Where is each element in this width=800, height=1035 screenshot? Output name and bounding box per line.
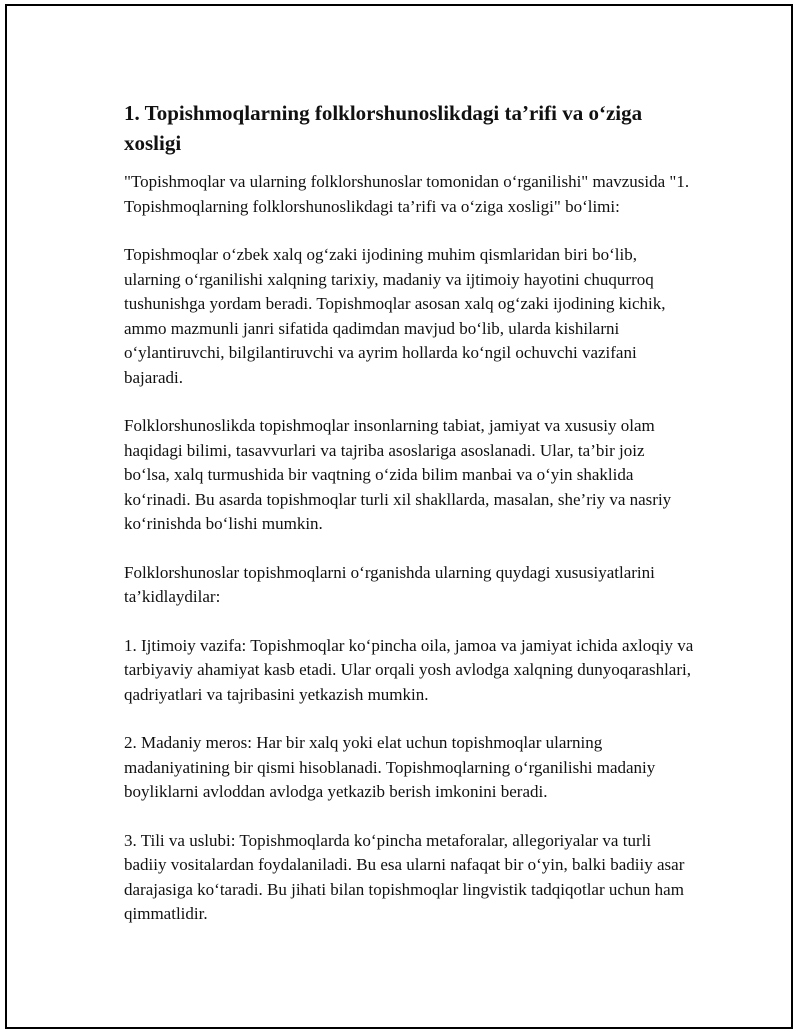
document-body: [124, 98, 694, 951]
list-item-social-function: 1. Ijtimoiy vazifa: Topishmoqlar ko‘pincha oila, jamoa va jamiyat ichida axloqiy va tarbiyaviy ahamiyat kasb etadi. Ular orqali yosh avlodga xalqning dunyoqarashlari, qadriyatlari va tajribasini yetkazish mumkin.: [124, 635, 694, 704]
section-title: 1. Topishmoqlarning folklorshunoslikdagi ta’rifi va o‘ziga xosligi: [124, 101, 643, 155]
paragraph-definition: Topishmoqlar o‘zbek xalq og‘zaki ijodining muhim qismlaridan biri bo‘lib, ularning o‘rganilishi xalqning tarixiy, madaniy va ijtimoiy hayotini chuqurroq tushunishga yordam beradi. Topishmoqlar asosan xalq og‘zaki ijodining kichik, ammo mazmunli janri sifatida qadimdan mavjud bo‘lib, ularda kishilarni o‘ylantiruvchi, bilgilantiruvchi va ayrim hollarda ko‘ngil ochuvchi vazifani bajaradi.: [124, 245, 666, 387]
list-item-cultural-heritage: 2. Madaniy meros: Har bir xalq yoki elat uchun topishmoqlar ularning madaniyatining bir qismi hisoblanadi. Topishmoqlarning o‘rganilishi madaniy boyliklarni avloddan avlodga yetkazib berish imkonini beradi.: [124, 733, 656, 801]
page-frame: [5, 4, 793, 1029]
list-item-language-style: 3. Tili va uslubi: Topishmoqlarda ko‘pincha metaforalar, allegoriyalar va turli badiiy vositalardan foydalaniladi. Bu esa ularni nafaqat bir o‘yin, balki badiiy asar darajasiga ko‘taradi. Bu jihati bilan topishmoqlar lingvistik tadqiqotlar uchun ham qimmatlidir.: [124, 830, 685, 923]
paragraph-features-intro: Folklorshunoslar topishmoqlarni o‘rganishda ularning quydagi xususiyatlarini ta’kidlaydilar:: [124, 562, 655, 606]
intro-paragraph: "Topishmoqlar va ularning folklorshunoslar tomonidan o‘rganilishi" mavzusida "1. Topishmoqlarning folklorshunoslikdagi ta’rifi va o‘ziga xosligi" bo‘limi:: [124, 172, 690, 216]
paragraph-folklore-studies: Folklorshunoslikda topishmoqlar insonlarning tabiat, jamiyat va xususiy olam haqidagi bilimi, tasavvurlari va tajriba asoslariga asoslanadi. Ular, ta’bir joiz bo‘lsa, xalq turmushida bir vaqtning o‘zida bilim manbai va o‘yin shaklida ko‘rinadi. Bu asarda topishmoqlar turli xil shakllarda, masalan, she’riy va nasriy ko‘rinishda bo‘lishi mumkin.: [124, 416, 672, 533]
